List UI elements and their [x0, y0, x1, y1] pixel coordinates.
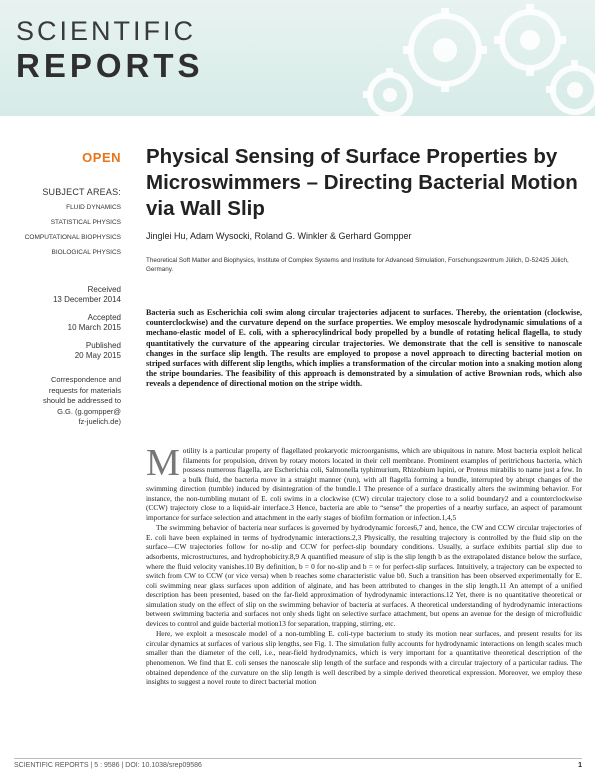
received-date: 13 December 2014: [52, 295, 121, 304]
correspondence-line: requests for materials: [48, 385, 121, 395]
open-access-label: OPEN: [82, 150, 121, 165]
article-title: Physical Sensing of Surface Properties by Microswimmers – Directing Bacterial Motion via Wall Slip: [146, 145, 578, 220]
article-header: [146, 144, 582, 274]
subject-areas-title: SUBJECT AREAS:: [42, 187, 121, 197]
footer-citation: | 5 : 9586 | DOI: 10.1038/srep09586: [90, 762, 202, 769]
published-date: 20 May 2015: [74, 351, 121, 360]
journal-banner: [0, 0, 595, 116]
footer-divider: [14, 758, 582, 759]
correspondence-email[interactable]: G.G. (g.gompper@: [57, 406, 121, 416]
author-affiliation: Theoretical Soft Matter and Biophysics, Institute of Complex Systems and Institute for Advanced Simulation, Forschungszentrum Jülich, D-52425 Jülich, Germany.: [146, 257, 569, 273]
subject-area[interactable]: COMPUTATIONAL BIOPHYSICS: [24, 234, 121, 241]
page-footer: [14, 762, 582, 769]
correspondence-note: [14, 375, 121, 428]
subject-area[interactable]: STATISTICAL PHYSICS: [50, 219, 121, 226]
article-body: [146, 442, 582, 688]
footer-journal: SCIENTIFIC REPORTS: [14, 762, 89, 769]
correspondence-line: should be addressed to: [43, 396, 121, 405]
correspondence-email[interactable]: fz-juelich.de): [78, 417, 121, 426]
journal-logo-line1: SCIENTIFIC: [16, 16, 197, 46]
abstract: Bacteria such as Escherichia coli swim along circular trajectories adjacent to surfaces. Thereby, the orientation (clockwise, counterclockwise) and the curvature depend on the surface properties. We employ mesoscale hydrodynamic simulations of a mechano-elastic model of E. coli, with a spherocylindrical body propelled by a bundle of rotating helical flagella, to study quantitatively the curvature of the appearing circular trajectories. We demonstrate that the cell is sensitive to nanoscale changes in the surface slip length. The results are employed to propose a novel approach to directing bacterial motion on striped surfaces with different slip lengths, which implies a transformation of the circular motion into a snaking motion along the stripe boundaries. The feasibility of this approach is demonstrated by a simulation of active Brownian rods, which also reveals a dependence of directional motion on the stripe width.: [146, 308, 582, 389]
body-paragraph: The swimming behavior of bacteria near surfaces is governed by hydrodynamic forces6,7 and, hence, the CW and CCW circular trajectories of E. coli have been explained in terms of hydrodynamic interactions.2,3 Physically, the resulting trajectory is controlled by the fluid slip on the surface—CW trajectories follow for no-slip and CCW for perfect-slip boundary conditions. Usually, a surface exhibits partial slip due to adsorbents, microstructures, and hydrophobicity.8,9 A quantified measure of slip is the slip length b as the extrapolated distance below the surface, where the fluid velocity vanishes.10 By definition, b = 0 for no-slip and b = ∞ for perfect-slip surfaces. Intuitively, a trajectory can be expected to switch from CW to CCW (or vice versa) when b reaches some characteristic value b0. Such a transition has been observed experimentally for E. coli swimming near glass surfaces upon addition of alginate, and has been attributed to changes in the slip length.11 An attempt of a unified description has been presented, based on the far-field approximation of hydrodynamic interactions.12 Yet, there is no quantitative theoretical or simulation study on the effect of slip on the swimming behavior of bacteria at surfaces. A theoretical understanding of hydrodynamic interactions between swimming bacteria and surfaces not only sheds light on selective surface attachment, but opens an avenue for the design of microfluidic devices to control and guide bacterial motion13 for separation, trapping, stirring, etc.: [146, 523, 582, 628]
body-paragraph: [146, 442, 582, 522]
accepted-date: 10 March 2015: [67, 323, 121, 332]
page-number: 1: [578, 762, 582, 769]
paragraph-text: otility is a particular property of flagellated prokaryotic microorganisms, which are ubiquitous in nature. Most bacteria exploit helical filaments for propulsion, driven by rotary motors located in their cell membrane. Prominent examples of peritrichous bacteria, which possess numerous flagella, are Escherichia coli, Salmonella typhimurium, Rhizobium lupini, or Proteus mirabilis to name just a few. In a bulk fluid, the bacteria move in a straight manner (run), with all flagella forming a bundle, interrupted by abrupt changes of the swimming direction (tumble) induced by disintegration of the bundle.1 The presence of a surface drastically alters the swimming behavior. For instance, the non-tumbling mutant of E. coli swims in a clockwise (CW) circular trajectory close to a solid boundary2 and a counterclockwise (CCW) trajectory close to a liquid-air interface.3 Hence, bacteria are able to “sense” the properties of a nearby surface, an aspect of paramount importance for surface selection and attachment in the early stages of biofilm formation or infection.1,4,5: [146, 446, 582, 522]
journal-logo-line2: REPORTS: [16, 47, 204, 84]
published-label: Published: [85, 341, 121, 350]
subject-area[interactable]: BIOLOGICAL PHYSICS: [51, 249, 121, 256]
accepted-label: Accepted: [87, 313, 121, 322]
received-label: Received: [87, 285, 121, 294]
subject-area[interactable]: FLUID DYNAMICS: [66, 204, 121, 211]
article-sidebar: [14, 150, 121, 428]
body-paragraph: Here, we exploit a mesoscale model of a non-tumbling E. coli-type bacterium to study its motion near surfaces, and present results for its circular dynamics at surfaces of various slip lengths, see Fig. 1. The simulation fully accounts for hydrodynamic interactions on length scales much smaller than the diameter of the cell, i.e., near-field hydrodynamics, which is very important for a quantitative theoretical description of the phenomenon. We find that E. coli senses the nanoscale slip length of the surface and responds with a circular trajectory of a particular radius. The obtained dependence of the curvature on the slip length is well described by a simple derived theoretical expression. Moreover, we employ these insights to suggest a novel route to direct bacterial motion: [146, 629, 582, 687]
correspondence-line: Correspondence and: [50, 375, 121, 384]
article-dates: [14, 285, 121, 361]
drop-cap: M: [146, 442, 180, 484]
gears-decoration-icon: [295, 0, 595, 116]
article-authors: Jinglei Hu, Adam Wysocki, Roland G. Winkler & Gerhard Gompper: [146, 231, 412, 241]
